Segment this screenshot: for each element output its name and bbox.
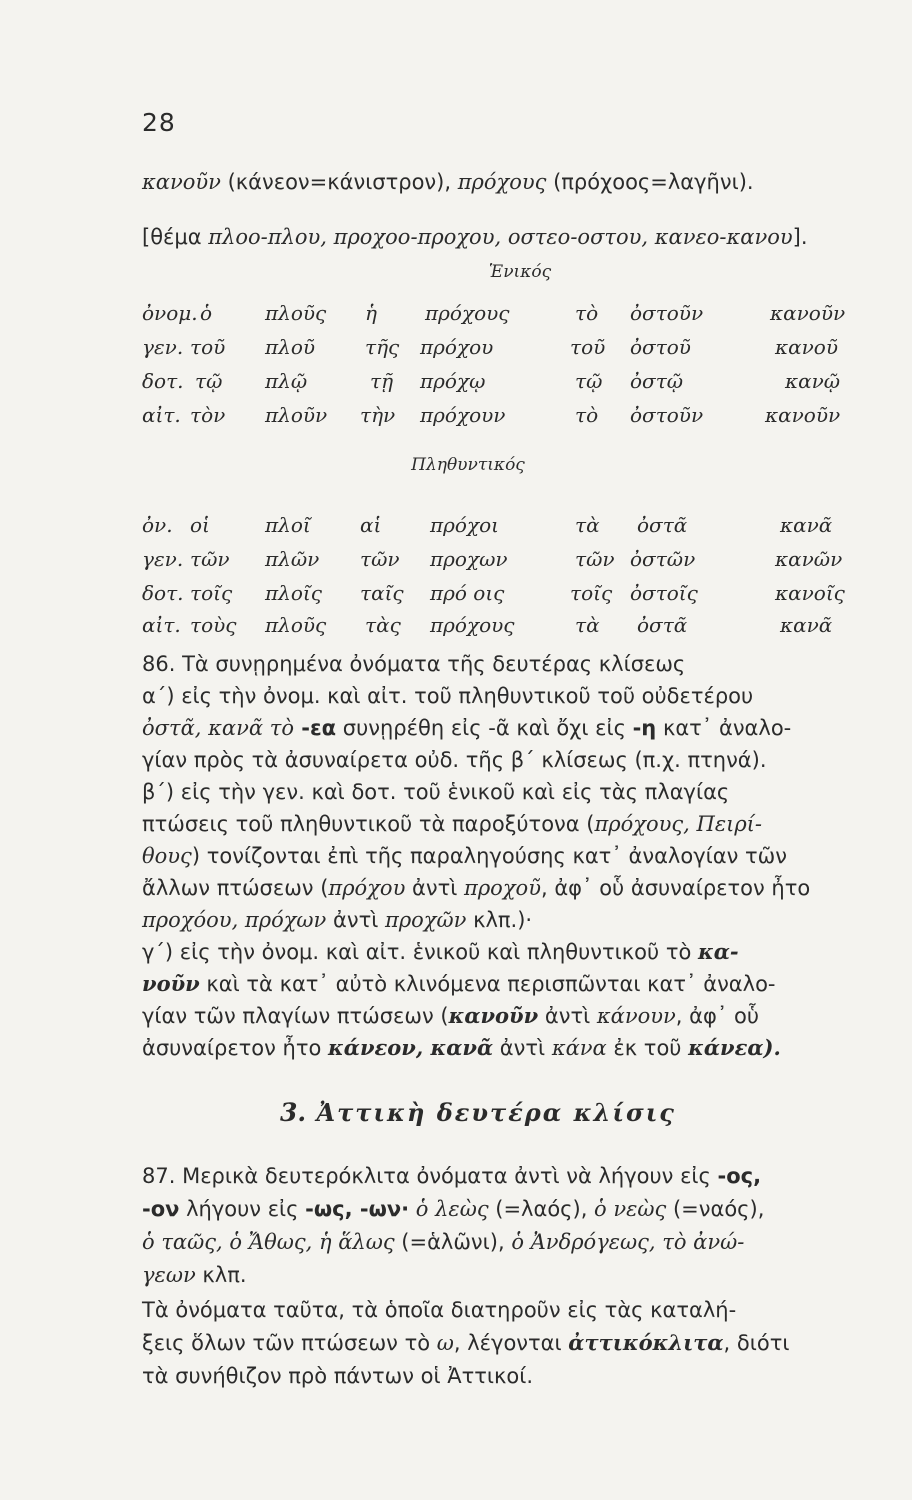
p87-l3-italic-2: ὁ Ἀνδρόγεως, τὸ ἀνώ-	[511, 1230, 745, 1254]
cell: πλοῦς	[265, 613, 327, 637]
cell: γεν.	[142, 335, 184, 359]
p86-l11-text: καὶ τὰ κατ᾽ αὐτὸ κλινόμενα περισπῶνται κατ᾽ ἀναλο-	[199, 972, 776, 996]
cell: ὀστοῖς	[630, 581, 698, 605]
p86-l10-text: γ΄) εἰς τὴν ὀνομ. καὶ αἰτ. ἑνικοῦ καὶ πληθυντικοῦ τὸ	[142, 940, 699, 964]
cell: τοὺς	[190, 613, 237, 637]
cell: ὀστοῦν	[630, 301, 704, 325]
cell: γεν.	[142, 547, 184, 571]
cell: πρόχου	[420, 335, 494, 359]
p87-line-2	[142, 1195, 764, 1223]
p86-l7-italic: θους	[142, 844, 192, 868]
cell: τοῖς	[190, 581, 233, 605]
cell: ὁ	[200, 301, 213, 325]
p86-l8-italic: πρόχου	[328, 876, 406, 900]
p86-l9-italic-2: προχῶν	[385, 908, 467, 932]
p86-l13-bold-2: κάνεα).	[688, 1035, 781, 1060]
p87-l6-bold: ἀττικόκλιτα	[568, 1330, 724, 1355]
cell: κανῶν	[775, 547, 843, 571]
cell: ὀστᾶ	[637, 513, 688, 537]
cell: τὴν	[360, 403, 396, 427]
cell: κανοῦν	[765, 403, 841, 427]
cell: τῷ	[195, 369, 223, 393]
cell: πρόχους	[430, 613, 515, 637]
p87-l2-text-2: (=λαός),	[488, 1197, 595, 1221]
cell: ὀνομ.	[142, 301, 198, 325]
cell: κανοῖς	[775, 581, 845, 605]
cell: ὀστῷ	[630, 369, 684, 393]
cell: τῶν	[360, 547, 400, 571]
p86-l3-bold: -εα	[293, 716, 337, 740]
p86-line-8	[142, 874, 810, 902]
p87-l3-italic: ὁ ταῶς, ὁ Ἄθως, ἡ ἅλως	[142, 1230, 395, 1254]
p86-l9-italic: προχόου, πρόχων	[142, 908, 327, 932]
p86-l8-italic-2: προχοῦ	[464, 876, 541, 900]
cell: προχων	[430, 547, 508, 571]
cell: κανᾶ	[780, 513, 833, 537]
cell: οἱ	[190, 513, 210, 537]
p86-l3-text: συνῃρέθη εἰς -ᾶ καὶ ὄχι εἰς	[336, 716, 633, 740]
p86-line-12	[142, 1002, 759, 1030]
p87-line-1	[142, 1162, 761, 1190]
cell: τὸ	[575, 403, 599, 427]
p87-l2-text: λήγουν εἰς	[179, 1197, 306, 1221]
p87-l2-bold-2: -ως, -ων·	[305, 1197, 410, 1221]
singular-heading: Ἑνικός	[488, 262, 552, 282]
p86-line-10	[142, 938, 739, 966]
cell: αἱ	[360, 513, 382, 537]
p87-l4-text: κλπ.	[195, 1263, 247, 1287]
p86-l3-bold-2: -η	[632, 716, 657, 740]
p87-line-5: Τὰ ὀνόματα ταῦτα, τὰ ὁποῖα διατηροῦν εἰς τὰς καταλή-	[142, 1298, 737, 1322]
p86-line-3	[142, 714, 791, 742]
cell: τῷ	[575, 369, 603, 393]
p86-l13-text-2: ἀντὶ	[493, 1036, 552, 1060]
thema-open: [θέμα	[142, 225, 209, 249]
p87-l2-text-3: (=ναός),	[666, 1197, 765, 1221]
p86-l10-bold: κα-	[698, 939, 739, 964]
p87-line-6	[142, 1329, 789, 1357]
p86-line-13	[142, 1034, 781, 1062]
cell: πλοῖ	[265, 513, 311, 537]
p87-l1-bold: -ος,	[717, 1164, 762, 1188]
p87-l2-italic-2: ὁ νεὼς	[594, 1197, 667, 1221]
p86-l13-text-3: ἐκ τοῦ	[606, 1036, 689, 1060]
cell: τὰ	[575, 513, 600, 537]
p86-l9-text: ἀντὶ	[326, 908, 386, 932]
thema-line	[142, 223, 808, 251]
p87-line-7: τὰ συνήθιζον πρὸ πάντων οἱ Ἀττικοί.	[142, 1364, 534, 1388]
p86-l9-text-2: κλπ.)·	[466, 908, 533, 932]
p86-l12-bold: κανοῦν	[448, 1003, 539, 1028]
p86-l8-text-2: ἀντὶ	[405, 876, 465, 900]
p86-line-9	[142, 906, 532, 934]
cell: ὀστῶν	[630, 547, 696, 571]
cell: τοῖς	[570, 581, 613, 605]
p86-l6-text: πτώσεις τοῦ πληθυντικοῦ τὰ παροξύτονα (	[142, 812, 595, 836]
p86-l3-italic: ὀστᾶ, κανᾶ τὸ	[142, 716, 294, 740]
p86-l3-text-2: κατ᾽ ἀναλο-	[656, 716, 792, 740]
p86-line-7	[142, 842, 787, 870]
intro-text-2: (πρόχοος=λαγῆνι).	[546, 170, 754, 194]
p86-l6-italic: πρόχους, Πειρί-	[594, 812, 763, 836]
p86-line-2: α΄) εἰς τὴν ὀνομ. καὶ αἰτ. τοῦ πληθυντικοῦ τοῦ οὐδετέρου	[142, 684, 754, 708]
p86-l12-text: γίαν τῶν πλαγίων πτώσεων (	[142, 1004, 449, 1028]
intro-line	[142, 168, 754, 196]
p86-line-11	[142, 970, 776, 998]
p87-l2-bold: -ον	[142, 1197, 180, 1221]
cell: πλῶν	[265, 547, 320, 571]
p87-line-3	[142, 1228, 744, 1256]
p86-line-6	[142, 810, 762, 838]
cell: πρόχῳ	[420, 369, 486, 393]
p87-line-4	[142, 1261, 247, 1289]
cell: πρόχους	[425, 301, 510, 325]
cell: τὰ	[575, 613, 600, 637]
intro-word-prochous: πρόχους	[457, 170, 547, 194]
section-number: 3.	[280, 1098, 307, 1127]
cell: πλοῖς	[265, 581, 322, 605]
cell: πρό οις	[430, 581, 505, 605]
cell: πλοῦ	[265, 335, 316, 359]
p86-line-5: β΄) εἰς τὴν γεν. καὶ δοτ. τοῦ ἑνικοῦ καὶ εἰς τὰς πλαγίας	[142, 780, 730, 804]
cell: κανοῦν	[770, 301, 846, 325]
p87-l3-text: (=ἁλῶνι),	[394, 1230, 512, 1254]
p86-l12-text-3: , ἀφ᾽ οὗ	[675, 1004, 760, 1028]
p86-line-1: 86. Τὰ συνῃρημένα ὀνόματα τῆς δευτέρας κλίσεως	[142, 652, 686, 676]
thema-close: ].	[792, 225, 808, 249]
intro-text-1: (κάνεον=κάνιστρον),	[220, 170, 458, 194]
section-heading	[280, 1098, 676, 1127]
cell: πλοῦς	[265, 301, 327, 325]
cell: τὰς	[365, 613, 401, 637]
cell: κανῷ	[785, 369, 841, 393]
cell: ταῖς	[360, 581, 404, 605]
cell: ὀστᾶ	[637, 613, 688, 637]
p86-line-4: γίαν πρὸς τὰ ἀσυναίρετα οὐδ. τῆς β΄ κλίσεως (π.χ. πτηνά).	[142, 748, 767, 772]
p87-l1-text: 87. Μερικὰ δευτερόκλιτα ὀνόματα ἀντὶ νὰ λήγουν εἰς	[142, 1164, 718, 1188]
p86-l8-text: ἄλλων πτώσεων (	[142, 876, 329, 900]
p86-l13-bold: κάνεον, κανᾶ	[328, 1035, 494, 1060]
p86-l8-text-3: , ἀφ᾽ οὗ ἀσυναίρετον ἦτο	[540, 876, 811, 900]
p87-l6-text-3: , διότι	[723, 1331, 790, 1355]
cell: τῇ	[370, 369, 394, 393]
section-title-text: Ἀττικὴ δευτέρα κλίσις	[316, 1098, 676, 1127]
cell: ἡ	[365, 301, 377, 325]
p86-l13-italic: κάνα	[551, 1036, 607, 1060]
cell: τῶν	[575, 547, 615, 571]
page-number: 28	[142, 108, 176, 137]
cell: πρόχοι	[430, 513, 499, 537]
cell: αἰτ.	[142, 403, 181, 427]
cell: πλοῦν	[265, 403, 328, 427]
cell: τῆς	[365, 335, 400, 359]
p87-l6-text-2: , λέγονται	[453, 1331, 569, 1355]
cell: ὀν.	[142, 513, 173, 537]
cell: τῶν	[190, 547, 230, 571]
p87-l4-italic: γεων	[142, 1263, 196, 1287]
cell: πρόχουν	[420, 403, 506, 427]
plural-heading: Πληθυντικός	[411, 455, 525, 475]
cell: τὸ	[575, 301, 599, 325]
p86-l12-text-2: ἀντὶ	[538, 1004, 597, 1028]
cell: τὸν	[190, 403, 226, 427]
cell: δοτ.	[142, 581, 184, 605]
cell: ὀστοῦν	[630, 403, 704, 427]
cell: πλῷ	[265, 369, 308, 393]
p86-l13-text: ἀσυναίρετον ἦτο	[142, 1036, 329, 1060]
cell: κανᾶ	[780, 613, 833, 637]
cell: κανοῦ	[775, 335, 838, 359]
thema-items: πλοο-πλου, προχοο-προχου, οστεο-οστου, κανεο-κανου	[208, 225, 793, 249]
cell: τοῦ	[190, 335, 226, 359]
cell: ὀστοῦ	[630, 335, 691, 359]
cell: δοτ.	[142, 369, 184, 393]
p87-l2-italic: ὁ λεὼς	[409, 1197, 489, 1221]
p87-l6-italic: ω	[436, 1331, 454, 1355]
cell: τοῦ	[570, 335, 606, 359]
p87-l6-text: ξεις ὅλων τῶν πτώσεων τὸ	[142, 1331, 437, 1355]
p86-l12-italic: κάνουν	[596, 1004, 676, 1028]
p86-l11-bold: νοῦν	[142, 971, 200, 996]
p86-l7-text: ) τονίζονται ἐπὶ τῆς παραληγούσης κατ᾽ ἀναλογίαν τῶν	[191, 844, 787, 868]
intro-word-kanoun: κανοῦν	[142, 170, 221, 194]
cell: αἰτ.	[142, 613, 181, 637]
